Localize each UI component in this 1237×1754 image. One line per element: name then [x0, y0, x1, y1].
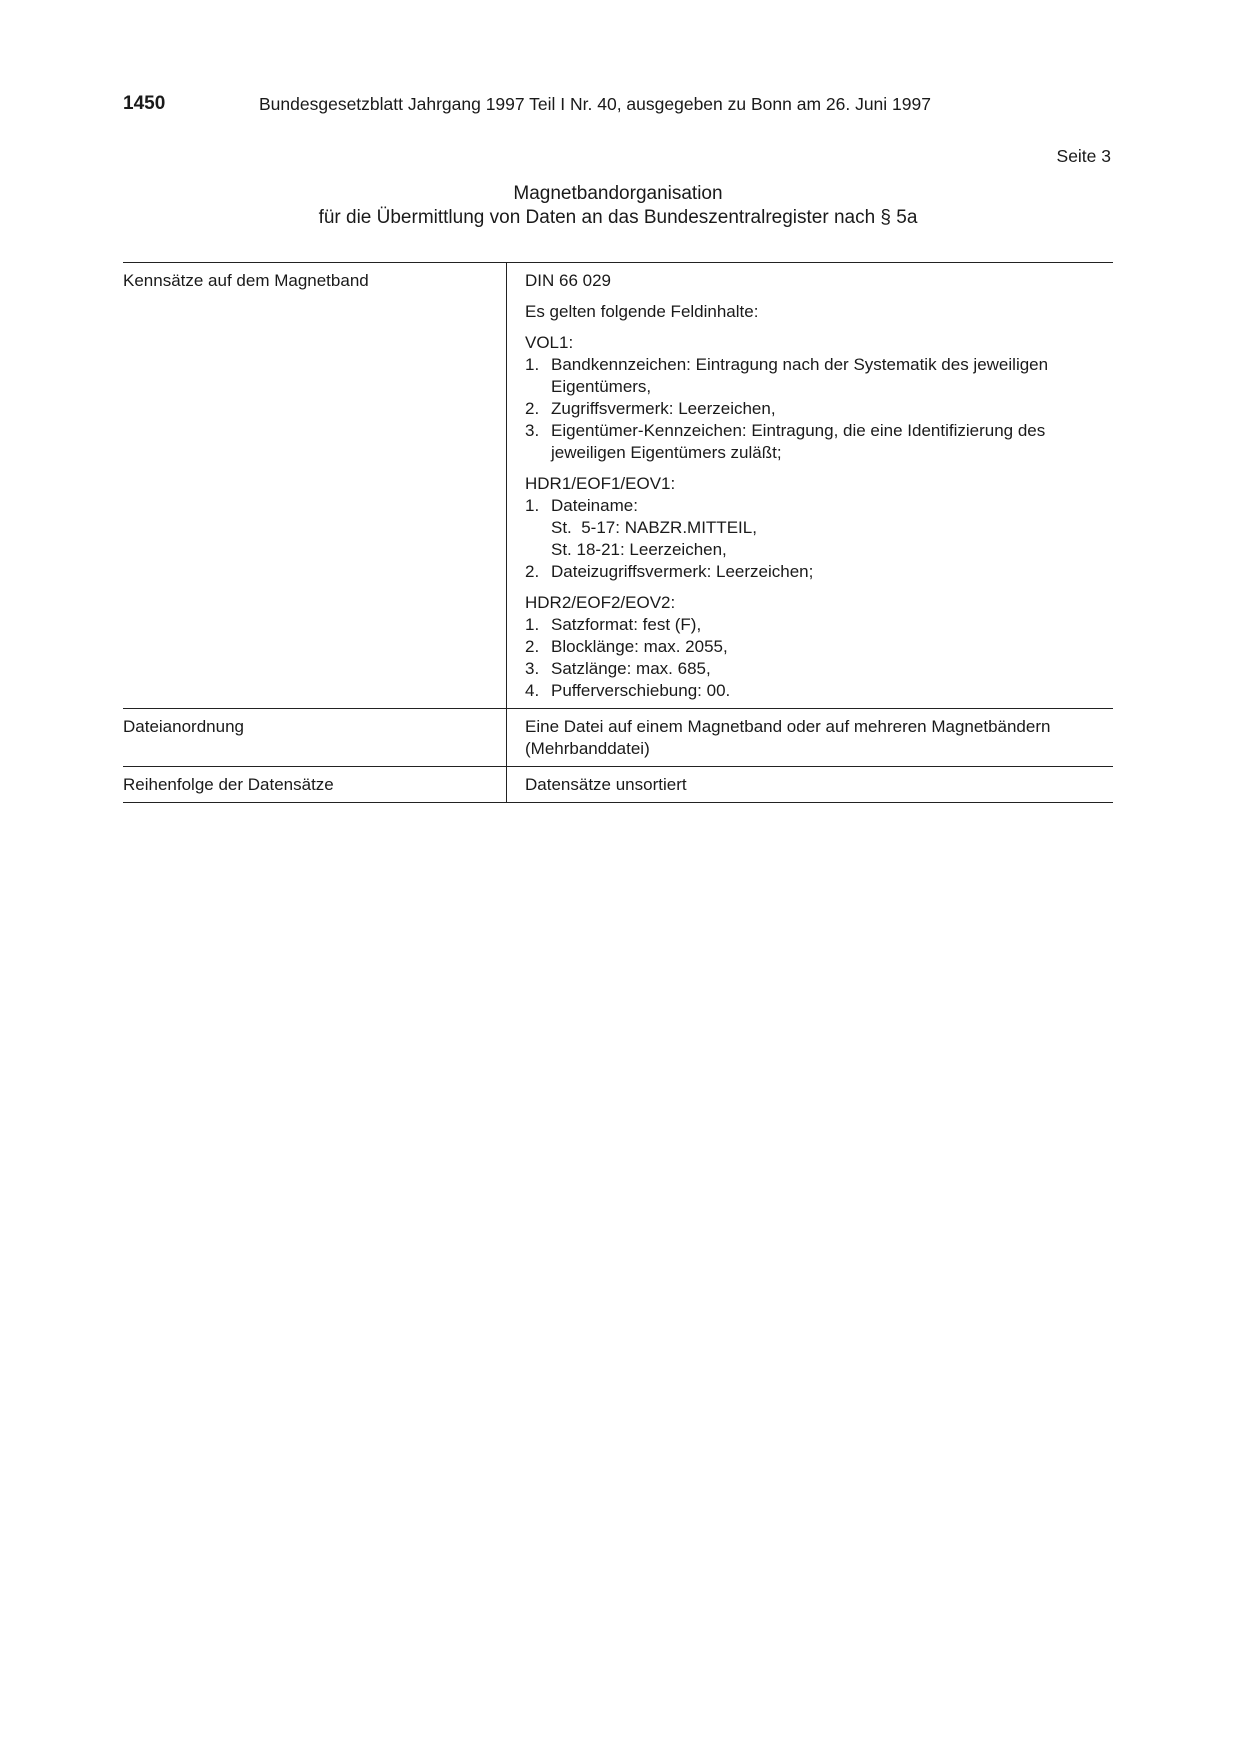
row-value	[507, 263, 1113, 708]
list-item	[525, 354, 1113, 398]
hdr2-heading: HDR2/EOF2/EOV2:	[525, 593, 676, 612]
item-number: 2.	[525, 637, 540, 656]
intro-text: Es gelten folgende Feldinhalte:	[525, 302, 759, 321]
item-text: Pufferverschiebung: 00.	[551, 681, 731, 700]
vol1-heading: VOL1:	[525, 333, 574, 352]
item-number: 2.	[525, 399, 540, 418]
table-row	[123, 262, 1113, 708]
item-text: Zugriffsvermerk: Leerzeichen,	[551, 399, 776, 418]
item-number: 2.	[525, 562, 540, 581]
row-label: Dateianordnung	[123, 709, 507, 766]
row-label: Reihenfolge der Datensätze	[123, 767, 507, 802]
item-text: Satzformat: fest (F),	[551, 615, 702, 634]
sub-line-text: St. 5-17: NABZR.MITTEIL,	[551, 518, 757, 537]
hdr1-heading: HDR1/EOF1/EOV1:	[525, 474, 676, 493]
list-item	[525, 658, 1113, 680]
table-row	[123, 766, 1113, 803]
item-number: 1.	[525, 496, 540, 515]
item-text: Eigentümer-Kennzeichen: Eintragung, die eine Identifizierung des jeweiligen Eigentümers zuläßt;	[551, 421, 1046, 462]
title-line-1: Magnetbandorganisation	[513, 183, 723, 204]
item-text: Satzlänge: max. 685,	[551, 659, 711, 678]
list-item	[525, 636, 1113, 658]
item-number: 3.	[525, 659, 540, 678]
list-item	[525, 398, 1113, 420]
item-text: Dateiname:	[551, 496, 638, 515]
document-title	[123, 182, 1113, 230]
item-number: 1.	[525, 615, 540, 634]
row-value: Eine Datei auf einem Magnetband oder auf mehreren Magnetbändern (Mehrbanddatei)	[525, 717, 1051, 758]
list-item	[525, 495, 1113, 517]
list-item	[525, 680, 1113, 702]
sub-line	[525, 539, 1113, 561]
table-row	[123, 708, 1113, 766]
title-line-2: für die Übermittlung von Daten an das Bundeszentralregister nach § 5a	[318, 207, 918, 228]
item-number: 3.	[525, 421, 540, 440]
list-item	[525, 561, 1113, 583]
page-number: 1450	[123, 93, 166, 114]
list-item	[525, 420, 1113, 464]
specification-table	[123, 262, 1113, 803]
seite-label: Seite 3	[1056, 146, 1111, 166]
sub-line-text: St. 18-21: Leerzeichen,	[551, 540, 727, 559]
list-item	[525, 614, 1113, 636]
row-label: Kennsätze auf dem Magnetband	[123, 263, 507, 708]
sub-line	[525, 517, 1113, 539]
row-value: Datensätze unsortiert	[525, 775, 687, 794]
item-text: Blocklänge: max. 2055,	[551, 637, 728, 656]
item-text: Dateizugriffsvermerk: Leerzeichen;	[551, 562, 814, 581]
page-header	[123, 93, 1113, 117]
item-number: 1.	[525, 355, 540, 374]
din-norm: DIN 66 029	[525, 271, 611, 290]
item-text: Bandkennzeichen: Eintragung nach der Systematik des jeweiligen Eigentümers,	[551, 355, 1049, 396]
item-number: 4.	[525, 681, 540, 700]
running-head: Bundesgesetzblatt Jahrgang 1997 Teil I Nr. 40, ausgegeben zu Bonn am 26. Juni 1997	[259, 94, 931, 114]
